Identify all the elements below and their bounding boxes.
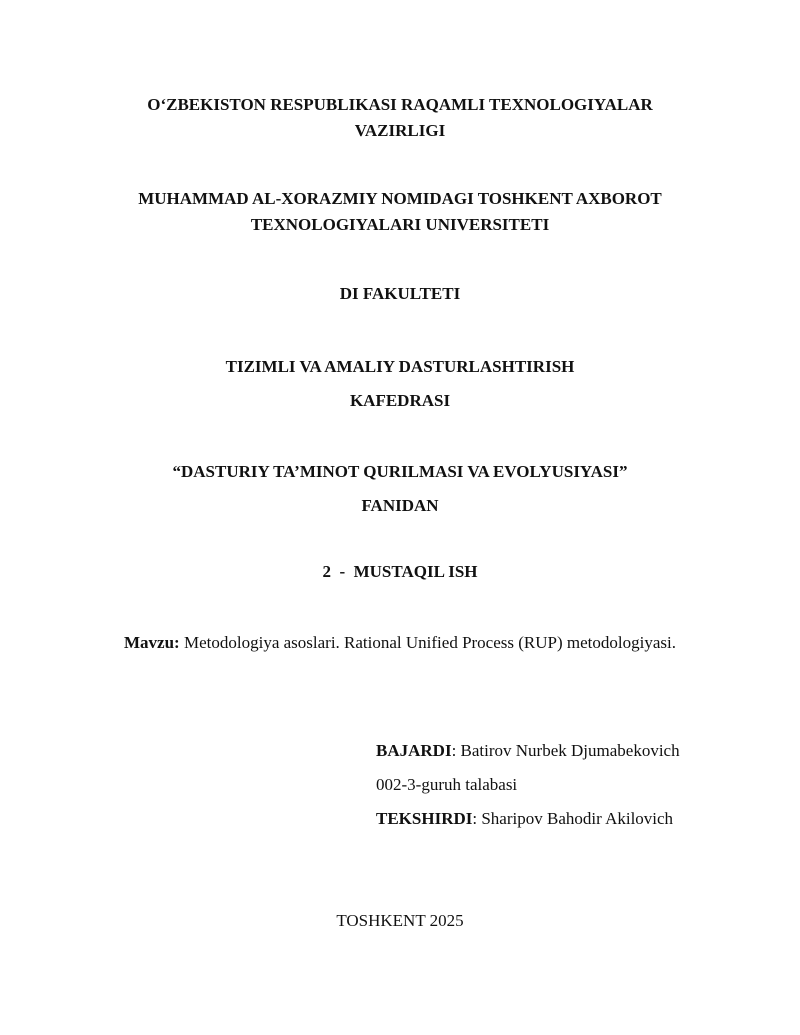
work-title — [100, 559, 700, 585]
ministry-line-2: VAZIRLIGI — [354, 121, 446, 140]
department-line-2: KAFEDRASI — [349, 391, 451, 410]
performed-by-label: BAJARDI — [376, 741, 452, 760]
city-year: TOSHKENT 2025 — [336, 911, 464, 930]
subject-line-2: FANIDAN — [361, 496, 439, 515]
group-line: 002-3-guruh talabasi — [376, 775, 518, 794]
subject-heading — [100, 455, 700, 523]
university-line-1: MUHAMMAD AL-XORAZMIY NOMIDAGI TOSHKENT AXBOROT — [138, 189, 662, 208]
checked-by-value: : Sharipov Bahodir Akilovich — [472, 809, 674, 828]
university-line-2: TEXNOLOGIYALARI UNIVERSITETI — [250, 215, 550, 234]
faculty-heading — [100, 281, 700, 307]
work-title-line: 2 - MUSTAQIL ISH — [322, 562, 478, 581]
department-line-1: TIZIMLI VA AMALIY DASTURLASHTIRISH — [225, 357, 575, 376]
university-heading — [100, 186, 700, 238]
performed-by-value: : Batirov Nurbek Djumabekovich — [451, 741, 680, 760]
checked-by-label: TEKSHIRDI — [376, 809, 473, 828]
topic-label: Mavzu: — [124, 633, 180, 652]
subject-line-1: “DASTURIY TA’MINOT QURILMASI VA EVOLYUSIYASI” — [172, 462, 628, 481]
ministry-line-1: O‘ZBEKISTON RESPUBLIKASI RAQAMLI TEXNOLOGIYALAR — [147, 95, 653, 114]
department-heading — [100, 350, 700, 418]
signature-block — [376, 734, 776, 836]
performed-by-line — [376, 734, 776, 768]
ministry-heading — [100, 92, 700, 144]
faculty-line: DI FAKULTETI — [339, 284, 461, 303]
topic-text: Metodologiya asoslari. Rational Unified Process (RUP) metodologiyasi. — [179, 633, 676, 652]
checked-by-line — [376, 802, 776, 836]
topic-line — [100, 630, 700, 656]
